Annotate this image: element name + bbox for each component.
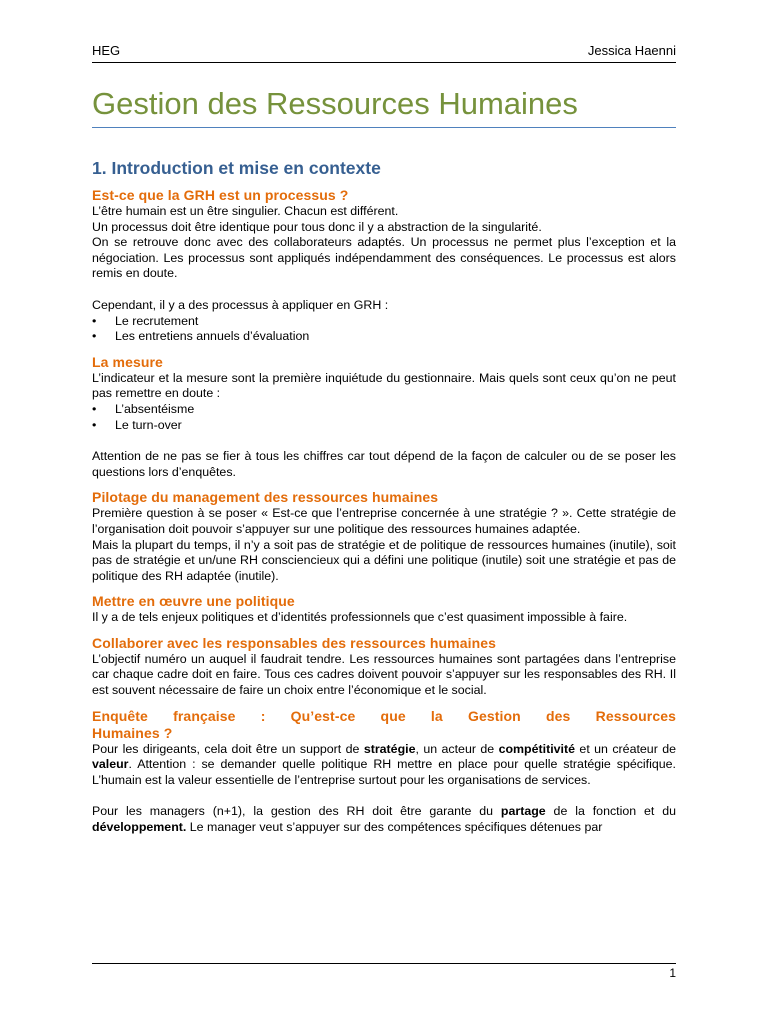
subheading-collaborer: Collaborer avec les responsables des ressources humaines bbox=[92, 634, 497, 651]
paragraph: Pour les dirigeants, cela doit être un support de stratégie, un acteur de compétitivité et un créateur de valeur. Attention : se demander quelle politique RH mettre en place pour quelle stratégie spécifique. L’humain est la valeur essentielle de l’entreprise surtout pour les organisations de services. bbox=[92, 741, 677, 787]
paragraph: L’indicateur et la mesure sont la première inquiétude du gestionnaire. Mais quels sont ceux qu’on ne peut pas remettre en doute : bbox=[92, 370, 676, 401]
subheading-enquete-francaise: Enquête française : Qu’est-ce que la Gestion des Ressources Humaines ? bbox=[92, 707, 676, 741]
bullet-icon: • bbox=[92, 313, 97, 328]
paragraph: Cependant, il y a des processus à appliquer en GRH : bbox=[92, 297, 389, 312]
list-item: • Les entretiens annuels d’évaluation bbox=[92, 329, 310, 344]
paragraph: L’être humain est un être singulier. Chacun est différent. bbox=[92, 204, 399, 218]
paragraph: Mais la plupart du temps, il n’y a soit pas de stratégie et de politique de ressources humaines (inutile), soit pas de stratégie et un/une RH consciencieux qui a défini une politique (inutile) soit une stratégie et pas de politique des RH adaptée (inutile). bbox=[92, 537, 676, 583]
bullet-icon: • bbox=[92, 329, 97, 344]
header-divider bbox=[92, 62, 676, 63]
bullet-icon: • bbox=[92, 417, 97, 432]
subheading-la-mesure: La mesure bbox=[92, 353, 163, 370]
paragraph: Pour les managers (n+1), la gestion des RH doit être garante du partage de la fonction et du développement. Le manager veut s’appuyer sur des compétences spécifiques détenues par bbox=[92, 804, 676, 835]
footer-divider bbox=[92, 963, 676, 964]
paragraph: L’objectif numéro un auquel il faudrait tendre. Les ressources humaines sont partagées dans l’entreprise car chaque cadre doit en faire. Tous ces cadres doivent pouvoir s’appuyer sur les responsables des RH. Il est souvent nécessaire de faire un choix entre l’économique et le social. bbox=[92, 651, 676, 698]
document-body bbox=[92, 156, 676, 836]
page-header bbox=[92, 43, 676, 61]
title-divider bbox=[92, 127, 676, 128]
paragraph: Un processus doit être identique pour tous donc il y a abstraction de la singularité. bbox=[92, 219, 542, 234]
document-title: Gestion des Ressources Humaines bbox=[92, 86, 578, 121]
paragraph: Première question à se poser « Est-ce que l’entreprise concernée à une stratégie ? ». Cette stratégie de l’organisation doit pouvoir s’appuyer sur une politique des ressources humaines adaptée. bbox=[92, 506, 676, 536]
header-left: HEG bbox=[92, 43, 121, 58]
bullet-list bbox=[92, 314, 676, 345]
subheading-pilotage: Pilotage du management des ressources humaines bbox=[92, 489, 439, 506]
paragraph: On se retrouve donc avec des collaborateurs adaptés. Un processus ne permet plus l’exception et la négociation. Les processus sont appliqués indépendamment des conséquences. Le processus est alors remis en doute. bbox=[92, 235, 676, 281]
bullet-list bbox=[92, 402, 676, 433]
document-page bbox=[92, 0, 676, 1024]
paragraph: Il y a de tels enjeux politiques et d’identités professionnels que c’est quasiment impossible à faire. bbox=[92, 610, 628, 625]
list-item: • Le recrutement bbox=[92, 313, 199, 328]
bullet-icon: • bbox=[92, 401, 97, 416]
subheading-mettre-en-oeuvre: Mettre en œuvre une politique bbox=[92, 593, 295, 610]
subheading-grh-processus: Est-ce que la GRH est un processus ? bbox=[92, 187, 349, 203]
list-item: • Le turn-over bbox=[92, 417, 182, 432]
section-heading: 1. Introduction et mise en contexte bbox=[92, 158, 381, 178]
list-item: • L’absentéisme bbox=[92, 401, 195, 416]
header-right: Jessica Haenni bbox=[587, 43, 676, 58]
paragraph: Attention de ne pas se fier à tous les chiffres car tout dépend de la façon de calculer ou de se poser les questions lors d’enquêtes. bbox=[92, 449, 676, 479]
page-number: 1 bbox=[669, 966, 676, 980]
